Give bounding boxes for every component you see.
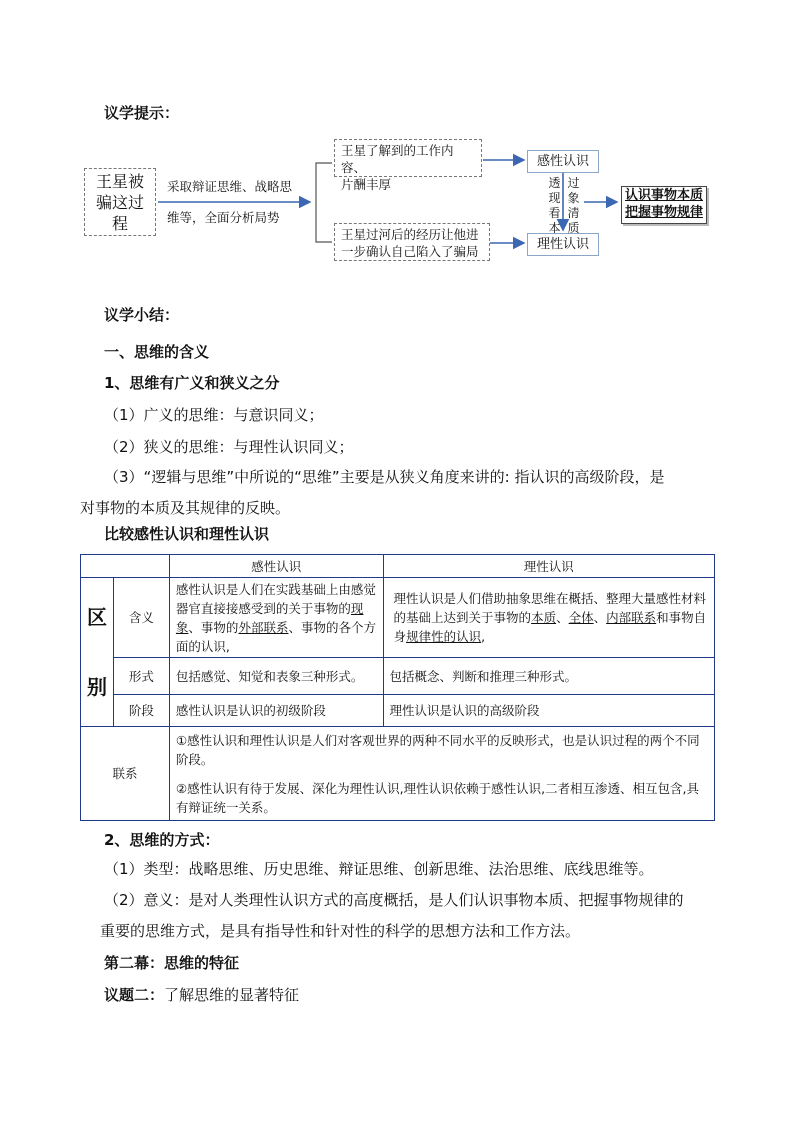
table-header-row [81,555,715,578]
list-item: （2）狭义的思维：与理性认识同义； [104,438,354,456]
through-char: 透 [548,176,561,190]
subsection-title: 2、思维的方式： [104,831,220,849]
ways-type: （1）类型：战略思维、历史思维、辩证思维、创新思维、法治思维、底线思维等。 [104,860,654,878]
river-experience-box [334,223,490,261]
source-box: 王星被骗这过程 [84,168,156,236]
meaning-rational: 理性认识是人们借助抽象思维在概括、整理大量感性材料的基础上达到关于事物的本质、全体、内部联系和事物自身规律性的认识, [383,578,714,658]
ways-meaning: （2）意义：是对人类理性认识方式的高度概括，是人们认识事物本质、把握事物规律的 [104,891,684,909]
result-line: 认识事物本质 [624,188,703,203]
act-title: 第二幕：思维的特征 [104,954,240,972]
ways-meaning-continuation: 重要的思维方式，是具有指导性和针对性的科学的思想方法和工作方法。 [100,922,581,940]
table-row [81,695,715,727]
river-experience-line: 一步确认自己陷入了骗局 [341,244,479,259]
difference-char: 区 [86,605,107,629]
header-rational: 理性认识 [383,555,714,578]
result-box [621,186,707,224]
stage-rational: 理性认识是认识的高级阶段 [383,695,714,727]
topic-label: 议题二： [104,986,165,1004]
summary-title: 议学小结： [104,306,180,324]
topic-line [104,985,299,1005]
meaning-perceptual: 感性认识是人们在实践基础上由感觉器官直接接感受到的关于事物的现象、事物的外部联系、事物的各个方面的认识, [169,578,383,658]
link-content [169,727,714,821]
rational-box: 理性认识 [527,233,599,256]
table-row [81,727,715,821]
work-content-line: 王星了解到的工作内容、 [341,143,454,175]
stage-perceptual: 感性认识是认识的初级阶段 [169,695,383,727]
river-experience-line: 王星过河后的经历让他进 [341,227,479,242]
link-point: ②感性认识有待于发展、深化为理性认识,理性认识依赖于感性认识,二者相互渗透、相互包含,具有辩证统一关系。 [175,780,700,815]
comparison-table [80,554,715,821]
result-line: 把握事物规律 [624,205,703,220]
form-perceptual: 包括感觉、知觉和表象三种形式。 [169,658,383,695]
section-title: 一、思维的含义 [104,343,210,361]
header-perceptual: 感性认识 [169,555,383,578]
table-row [81,658,715,695]
through-char: 看 [548,206,561,220]
essence-column [567,176,580,236]
work-content-box [334,139,482,192]
row-label-form: 形式 [113,658,169,695]
essence-char: 质 [567,221,580,235]
essence-char: 清 [567,206,580,220]
row-label-meaning: 含义 [113,578,169,658]
list-item: （1）广义的思维：与意识同义； [104,406,324,424]
through-column [548,176,561,236]
row-label-stage: 阶段 [113,695,169,727]
link-point: ①感性认识和理性认识是人们对客观世界的两种不同水平的反映形式，也是认识过程的两个不同阶段。 [175,732,700,767]
difference-label [81,578,114,727]
method-label-1: 采取辩证思维、战略思 [167,179,293,194]
difference-char: 别 [86,675,107,699]
essence-char: 过 [567,176,580,190]
list-item-continuation: 对事物的本质及其规律的反映。 [80,499,291,517]
perceptual-box: 感性认识 [527,150,599,173]
subsection-title: 1、思维有广义和狭义之分 [104,374,280,392]
form-rational: 包括概念、判断和推理三种形式。 [383,658,714,695]
corner-cell [81,555,170,578]
through-char: 现 [548,191,561,205]
topic-text: 了解思维的显著特征 [164,986,300,1004]
work-content-line: 片酬丰厚 [341,177,392,192]
essence-char: 象 [567,191,580,205]
table-title: 比较感性认识和理性认识 [104,525,270,543]
table-row [81,578,715,658]
method-label-2: 维等，全面分析局势 [167,210,280,225]
list-item: （3）“逻辑与思维”中所说的“思维”主要是从狭义角度来讲的: 指认识的高级阶段，是 [104,468,665,486]
through-char: 本 [548,221,561,235]
row-label-link: 联系 [81,727,170,821]
hint-title: 议学提示： [104,104,180,122]
